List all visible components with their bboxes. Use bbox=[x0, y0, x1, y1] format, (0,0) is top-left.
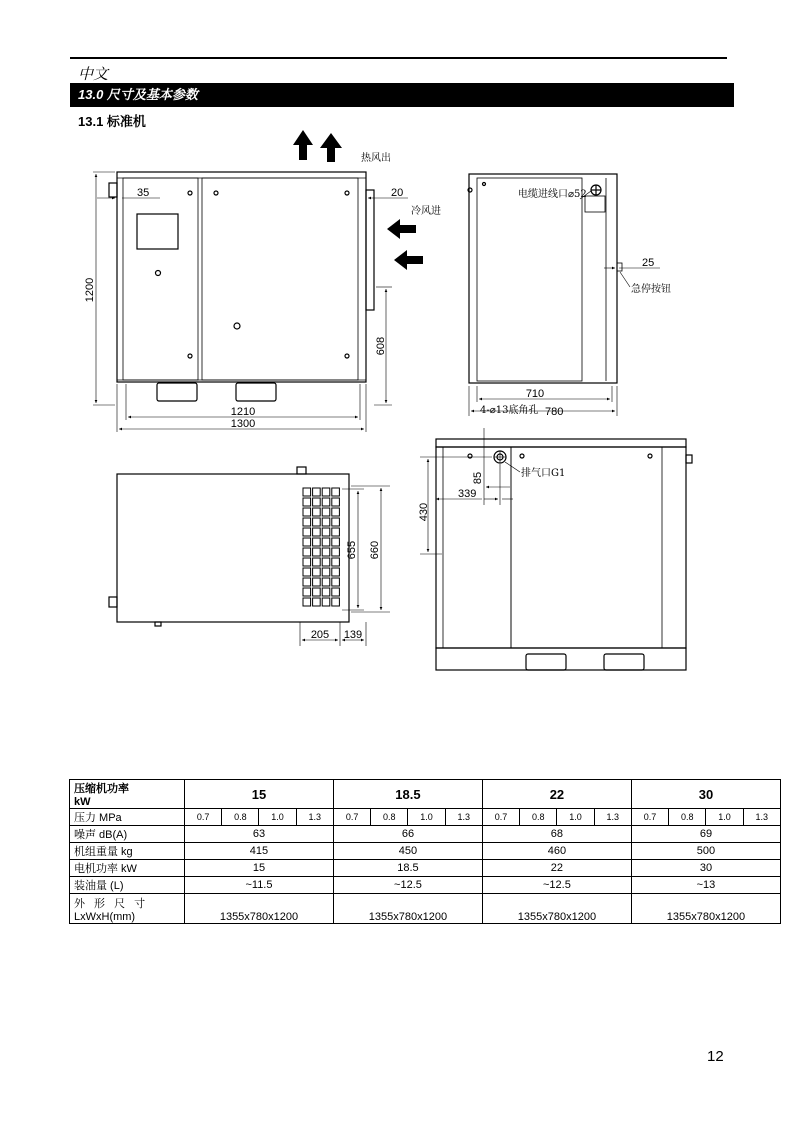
oil-value: ~12.5 bbox=[482, 877, 631, 894]
front-view-dimensions bbox=[93, 172, 408, 432]
spec-row-weight bbox=[70, 843, 781, 860]
foot-holes-label: 4-⌀13底角孔 bbox=[480, 405, 539, 416]
grille-cell bbox=[322, 588, 330, 596]
pressure-value: 1.0 bbox=[557, 809, 594, 826]
motor-value: 22 bbox=[482, 860, 631, 877]
pressure-value: 0.8 bbox=[669, 809, 706, 826]
pressure-value: 1.3 bbox=[743, 809, 780, 826]
hot-air-arrows-icon bbox=[293, 130, 342, 162]
motor-value: 15 bbox=[185, 860, 334, 877]
spec-row-size bbox=[70, 894, 781, 924]
grille-cell bbox=[332, 568, 340, 576]
grille-cell bbox=[303, 488, 311, 496]
grille-cell bbox=[303, 558, 311, 566]
grille-cell bbox=[303, 568, 311, 576]
grille-cell bbox=[332, 558, 340, 566]
dim-inlet-height: 608 bbox=[375, 336, 387, 356]
weight-value: 500 bbox=[631, 843, 780, 860]
section-title: 13.0 尺寸及基本参数 bbox=[70, 83, 734, 107]
dim-stop-offset: 25 bbox=[642, 257, 655, 269]
dim-grille-height: 655 bbox=[346, 540, 358, 560]
grille-cell bbox=[303, 578, 311, 586]
cold-air-label: 冷风进 bbox=[411, 206, 441, 217]
hot-air-label: 热风出 bbox=[361, 153, 391, 164]
grille-cell bbox=[303, 498, 311, 506]
grille-cell bbox=[303, 598, 311, 606]
weight-value: 415 bbox=[185, 843, 334, 860]
language-label: 中文 bbox=[78, 67, 109, 83]
pressure-value: 1.3 bbox=[445, 809, 482, 826]
grille-cell bbox=[313, 528, 321, 536]
dim-outlet-x: 339 bbox=[458, 488, 477, 500]
dim-left-offset: 35 bbox=[137, 187, 150, 199]
grille-cell bbox=[303, 548, 311, 556]
grille-cell bbox=[332, 548, 340, 556]
spec-row-oil bbox=[70, 877, 781, 894]
pressure-value: 1.0 bbox=[408, 809, 445, 826]
weight-value: 450 bbox=[333, 843, 482, 860]
noise-value: 69 bbox=[631, 826, 780, 843]
motor-value: 18.5 bbox=[333, 860, 482, 877]
grille-cell bbox=[332, 588, 340, 596]
exhaust-port-label: 排气口G1 bbox=[521, 468, 566, 479]
spec-row-power bbox=[70, 780, 781, 809]
oil-label: 装油量 (L) bbox=[70, 877, 185, 894]
grille-cell bbox=[322, 578, 330, 586]
grille-cell bbox=[322, 568, 330, 576]
dim-outlet-height: 430 bbox=[418, 502, 430, 522]
oil-value: ~13 bbox=[631, 877, 780, 894]
dim-height: 1200 bbox=[84, 277, 96, 303]
grille-cell bbox=[313, 598, 321, 606]
noise-value: 63 bbox=[185, 826, 334, 843]
side-view-dimensions bbox=[469, 191, 660, 416]
noise-value: 66 bbox=[333, 826, 482, 843]
grille-cell bbox=[313, 578, 321, 586]
page-number: 12 bbox=[707, 1048, 724, 1065]
side-view bbox=[468, 174, 622, 383]
model-22: 22 bbox=[482, 780, 631, 809]
grille-cell bbox=[332, 528, 340, 536]
grille-cell bbox=[313, 558, 321, 566]
grille-cell bbox=[322, 508, 330, 516]
grille-cell bbox=[322, 548, 330, 556]
cold-air-arrows-icon bbox=[387, 219, 423, 270]
pressure-value: 0.8 bbox=[371, 809, 408, 826]
oil-value: ~11.5 bbox=[185, 877, 334, 894]
grille-cell bbox=[313, 498, 321, 506]
model-30: 30 bbox=[631, 780, 780, 809]
grille-cell bbox=[303, 538, 311, 546]
pressure-value: 0.7 bbox=[482, 809, 519, 826]
grille-cell bbox=[313, 488, 321, 496]
grille-cell bbox=[332, 508, 340, 516]
grille-cell bbox=[322, 598, 330, 606]
size-label: 外 形 尺 寸 bbox=[74, 897, 149, 910]
grille-cell bbox=[332, 538, 340, 546]
size-value: 1355x780x1200 bbox=[185, 894, 334, 924]
pressure-value: 0.8 bbox=[222, 809, 259, 826]
pressure-value: 0.7 bbox=[631, 809, 668, 826]
weight-value: 460 bbox=[482, 843, 631, 860]
front-view bbox=[109, 172, 374, 401]
pressure-value: 1.0 bbox=[706, 809, 743, 826]
dim-side-width-inner: 710 bbox=[525, 388, 545, 400]
size-unit: LxWxH(mm) bbox=[74, 910, 136, 923]
power-label-cell bbox=[70, 780, 185, 809]
size-value: 1355x780x1200 bbox=[482, 894, 631, 924]
spec-row-motor bbox=[70, 860, 781, 877]
grille-cell bbox=[332, 518, 340, 526]
size-value: 1355x780x1200 bbox=[333, 894, 482, 924]
dim-depth: 660 bbox=[369, 540, 381, 560]
model-15: 15 bbox=[185, 780, 334, 809]
noise-label: 噪声 dB(A) bbox=[70, 826, 185, 843]
weight-label: 机组重量 kg bbox=[70, 843, 185, 860]
noise-value: 68 bbox=[482, 826, 631, 843]
emergency-stop-label: 急停按钮 bbox=[631, 284, 671, 295]
grille-cell bbox=[322, 498, 330, 506]
pressure-value: 0.7 bbox=[333, 809, 370, 826]
subsection-title: 13.1 标准机 bbox=[78, 114, 146, 129]
dim-side-width-total: 780 bbox=[545, 406, 564, 418]
dim-right-offset: 20 bbox=[391, 187, 404, 199]
model-18-5: 18.5 bbox=[333, 780, 482, 809]
grille-cell bbox=[303, 528, 311, 536]
size-label-cell bbox=[70, 894, 185, 924]
motor-label: 电机功率 kW bbox=[70, 860, 185, 877]
pressure-value: 1.3 bbox=[296, 809, 333, 826]
motor-value: 30 bbox=[631, 860, 780, 877]
dim-width-total: 1300 bbox=[230, 418, 256, 430]
grille-cell bbox=[322, 518, 330, 526]
grille-cell bbox=[313, 588, 321, 596]
grille-cell bbox=[303, 588, 311, 596]
cable-entry-label: 电缆进线口⌀52 bbox=[518, 189, 587, 200]
grille-cell bbox=[313, 508, 321, 516]
pressure-label: 压力 MPa bbox=[70, 809, 185, 826]
pressure-value: 0.7 bbox=[185, 809, 222, 826]
spec-table bbox=[69, 779, 781, 924]
power-unit: kW bbox=[74, 796, 91, 808]
grille-cell bbox=[332, 598, 340, 606]
oil-value: ~12.5 bbox=[333, 877, 482, 894]
pressure-value: 1.3 bbox=[594, 809, 631, 826]
size-value: 1355x780x1200 bbox=[631, 894, 780, 924]
grille-cell bbox=[313, 538, 321, 546]
cooling-grille bbox=[303, 488, 339, 606]
dim-grille-offset: 139 bbox=[343, 629, 363, 641]
grille-cell bbox=[313, 548, 321, 556]
grille-cell bbox=[322, 538, 330, 546]
pressure-value: 0.8 bbox=[520, 809, 557, 826]
pressure-value: 1.0 bbox=[259, 809, 296, 826]
grille-cell bbox=[332, 488, 340, 496]
spec-row-noise bbox=[70, 826, 781, 843]
grille-cell bbox=[322, 488, 330, 496]
grille-cell bbox=[322, 528, 330, 536]
grille-cell bbox=[332, 498, 340, 506]
power-label: 压缩机功率 bbox=[74, 783, 129, 795]
grille-cell bbox=[313, 518, 321, 526]
grille-cell bbox=[322, 558, 330, 566]
dim-width-inner: 1210 bbox=[230, 406, 256, 418]
dim-outlet-y: 85 bbox=[472, 471, 484, 485]
grille-cell bbox=[332, 578, 340, 586]
grille-cell bbox=[303, 508, 311, 516]
grille-cell bbox=[303, 518, 311, 526]
spec-row-pressure bbox=[70, 809, 781, 826]
grille-cell bbox=[313, 568, 321, 576]
dim-grille-width: 205 bbox=[310, 629, 330, 641]
